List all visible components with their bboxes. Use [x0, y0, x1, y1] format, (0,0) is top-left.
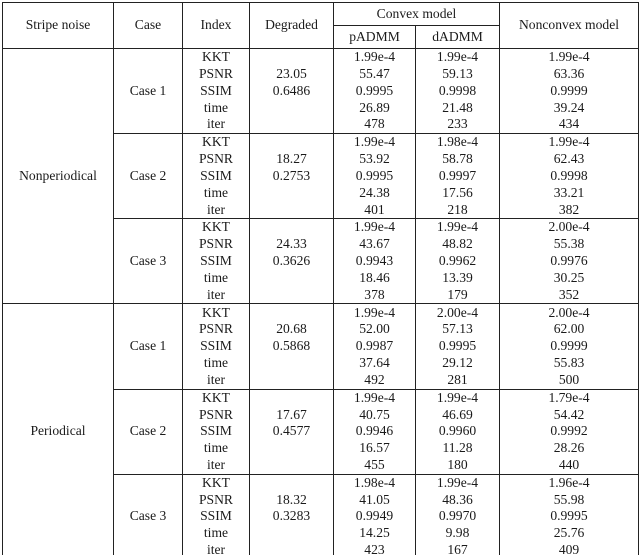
- degraded-value: [250, 134, 334, 151]
- dadmm-value: 0.9995: [416, 338, 500, 355]
- nonconvex-value: 2.00e-4: [500, 304, 639, 321]
- degraded-value: 18.27: [250, 151, 334, 168]
- nonconvex-value: 63.36: [500, 66, 639, 83]
- dadmm-value: 58.78: [416, 151, 500, 168]
- degraded-value: 0.3626: [250, 253, 334, 270]
- index-label: time: [183, 440, 250, 457]
- dadmm-value: 48.36: [416, 492, 500, 509]
- degraded-value: [250, 49, 334, 66]
- dadmm-value: 218: [416, 201, 500, 218]
- nonconvex-value: 39.24: [500, 99, 639, 116]
- padmm-value: 401: [334, 201, 416, 218]
- nonconvex-value: 30.25: [500, 270, 639, 287]
- padmm-value: 1.99e-4: [334, 134, 416, 151]
- degraded-value: 0.6486: [250, 83, 334, 100]
- nonconvex-value: 0.9999: [500, 338, 639, 355]
- case-label: Case 3: [114, 474, 183, 555]
- padmm-value: 1.99e-4: [334, 389, 416, 406]
- dadmm-value: 21.48: [416, 99, 500, 116]
- padmm-value: 1.99e-4: [334, 219, 416, 236]
- nonconvex-value: 25.76: [500, 525, 639, 542]
- degraded-value: 23.05: [250, 66, 334, 83]
- dadmm-value: 59.13: [416, 66, 500, 83]
- padmm-value: 1.98e-4: [334, 474, 416, 491]
- nonconvex-value: 1.99e-4: [500, 134, 639, 151]
- degraded-value: 0.5868: [250, 338, 334, 355]
- degraded-value: [250, 372, 334, 389]
- degraded-value: [250, 99, 334, 116]
- dadmm-value: 48.82: [416, 236, 500, 253]
- degraded-value: [250, 440, 334, 457]
- case-label: Case 1: [114, 304, 183, 389]
- nonconvex-value: 1.96e-4: [500, 474, 639, 491]
- header-index: Index: [183, 3, 250, 49]
- padmm-value: 0.9987: [334, 338, 416, 355]
- index-label: iter: [183, 372, 250, 389]
- padmm-value: 14.25: [334, 525, 416, 542]
- index-label: KKT: [183, 304, 250, 321]
- dadmm-value: 11.28: [416, 440, 500, 457]
- dadmm-value: 57.13: [416, 321, 500, 338]
- degraded-value: [250, 389, 334, 406]
- dadmm-value: 281: [416, 372, 500, 389]
- dadmm-value: 179: [416, 287, 500, 304]
- degraded-value: 17.67: [250, 406, 334, 423]
- index-label: KKT: [183, 49, 250, 66]
- dadmm-value: 1.99e-4: [416, 219, 500, 236]
- nonconvex-value: 352: [500, 287, 639, 304]
- dadmm-value: 0.9997: [416, 168, 500, 185]
- padmm-value: 378: [334, 287, 416, 304]
- dadmm-value: 46.69: [416, 406, 500, 423]
- index-label: SSIM: [183, 508, 250, 525]
- index-label: KKT: [183, 134, 250, 151]
- case-label: Case 1: [114, 49, 183, 134]
- index-label: time: [183, 355, 250, 372]
- header-nonconvex-model: Nonconvex model: [500, 3, 639, 49]
- header-stripe-noise: Stripe noise: [3, 3, 114, 49]
- table-row: [3, 304, 639, 321]
- padmm-value: 53.92: [334, 151, 416, 168]
- nonconvex-value: 0.9992: [500, 423, 639, 440]
- padmm-value: 0.9995: [334, 168, 416, 185]
- padmm-value: 0.9949: [334, 508, 416, 525]
- index-label: time: [183, 185, 250, 202]
- index-label: PSNR: [183, 151, 250, 168]
- padmm-value: 1.99e-4: [334, 49, 416, 66]
- header-degraded: Degraded: [250, 3, 334, 49]
- padmm-value: 40.75: [334, 406, 416, 423]
- nonconvex-value: 55.38: [500, 236, 639, 253]
- index-label: iter: [183, 116, 250, 133]
- dadmm-value: 0.9960: [416, 423, 500, 440]
- nonconvex-value: 434: [500, 116, 639, 133]
- index-label: PSNR: [183, 66, 250, 83]
- index-label: iter: [183, 542, 250, 555]
- degraded-value: [250, 474, 334, 491]
- degraded-value: [250, 287, 334, 304]
- dadmm-value: 0.9998: [416, 83, 500, 100]
- index-label: PSNR: [183, 321, 250, 338]
- nonconvex-value: 2.00e-4: [500, 219, 639, 236]
- nonconvex-value: 382: [500, 201, 639, 218]
- dadmm-value: 13.39: [416, 270, 500, 287]
- padmm-value: 0.9943: [334, 253, 416, 270]
- degraded-value: 0.3283: [250, 508, 334, 525]
- dadmm-value: 1.99e-4: [416, 389, 500, 406]
- padmm-value: 492: [334, 372, 416, 389]
- nonconvex-value: 62.43: [500, 151, 639, 168]
- nonconvex-value: 54.42: [500, 406, 639, 423]
- padmm-value: 423: [334, 542, 416, 555]
- nonconvex-value: 1.99e-4: [500, 49, 639, 66]
- index-label: iter: [183, 201, 250, 218]
- nonconvex-value: 55.98: [500, 492, 639, 509]
- index-label: time: [183, 99, 250, 116]
- degraded-value: [250, 116, 334, 133]
- degraded-value: [250, 457, 334, 474]
- case-label: Case 2: [114, 134, 183, 219]
- dadmm-value: 2.00e-4: [416, 304, 500, 321]
- padmm-value: 55.47: [334, 66, 416, 83]
- index-label: PSNR: [183, 406, 250, 423]
- nonconvex-value: 500: [500, 372, 639, 389]
- nonconvex-value: 55.83: [500, 355, 639, 372]
- padmm-value: 16.57: [334, 440, 416, 457]
- index-label: KKT: [183, 474, 250, 491]
- degraded-value: 0.4577: [250, 423, 334, 440]
- padmm-value: 0.9946: [334, 423, 416, 440]
- degraded-value: [250, 270, 334, 287]
- table-body: [3, 49, 639, 555]
- dadmm-value: 1.99e-4: [416, 474, 500, 491]
- header-row-1: [3, 3, 639, 26]
- degraded-value: 24.33: [250, 236, 334, 253]
- padmm-value: 478: [334, 116, 416, 133]
- dadmm-value: 9.98: [416, 525, 500, 542]
- index-label: SSIM: [183, 83, 250, 100]
- table-header: [3, 3, 639, 49]
- nonconvex-value: 1.79e-4: [500, 389, 639, 406]
- nonconvex-value: 0.9995: [500, 508, 639, 525]
- index-label: iter: [183, 287, 250, 304]
- degraded-value: 0.2753: [250, 168, 334, 185]
- degraded-value: 18.32: [250, 492, 334, 509]
- degraded-value: [250, 219, 334, 236]
- degraded-value: [250, 185, 334, 202]
- padmm-value: 0.9995: [334, 83, 416, 100]
- nonconvex-value: 62.00: [500, 321, 639, 338]
- nonconvex-value: 28.26: [500, 440, 639, 457]
- padmm-value: 1.99e-4: [334, 304, 416, 321]
- dadmm-value: 180: [416, 457, 500, 474]
- degraded-value: [250, 304, 334, 321]
- dadmm-value: 0.9970: [416, 508, 500, 525]
- table-row: [3, 49, 639, 66]
- index-label: PSNR: [183, 236, 250, 253]
- index-label: PSNR: [183, 492, 250, 509]
- dadmm-value: 17.56: [416, 185, 500, 202]
- index-label: time: [183, 525, 250, 542]
- nonconvex-value: 0.9998: [500, 168, 639, 185]
- results-table: [2, 2, 639, 555]
- dadmm-value: 167: [416, 542, 500, 555]
- index-label: KKT: [183, 389, 250, 406]
- header-convex-model: Convex model: [334, 3, 500, 26]
- dadmm-value: 233: [416, 116, 500, 133]
- header-dadmm: dADMM: [416, 26, 500, 49]
- index-label: SSIM: [183, 338, 250, 355]
- padmm-value: 52.00: [334, 321, 416, 338]
- padmm-value: 24.38: [334, 185, 416, 202]
- padmm-value: 26.89: [334, 99, 416, 116]
- index-label: SSIM: [183, 168, 250, 185]
- nonconvex-value: 409: [500, 542, 639, 555]
- nonconvex-value: 0.9999: [500, 83, 639, 100]
- dadmm-value: 1.98e-4: [416, 134, 500, 151]
- dadmm-value: 29.12: [416, 355, 500, 372]
- padmm-value: 41.05: [334, 492, 416, 509]
- case-label: Case 2: [114, 389, 183, 474]
- degraded-value: [250, 542, 334, 555]
- index-label: iter: [183, 457, 250, 474]
- degraded-value: [250, 355, 334, 372]
- nonconvex-value: 33.21: [500, 185, 639, 202]
- degraded-value: [250, 525, 334, 542]
- index-label: SSIM: [183, 253, 250, 270]
- padmm-value: 455: [334, 457, 416, 474]
- case-label: Case 3: [114, 219, 183, 304]
- nonconvex-value: 440: [500, 457, 639, 474]
- section-label: Periodical: [3, 304, 114, 555]
- header-padmm: pADMM: [334, 26, 416, 49]
- padmm-value: 43.67: [334, 236, 416, 253]
- dadmm-value: 0.9962: [416, 253, 500, 270]
- section-label: Nonperiodical: [3, 49, 114, 304]
- degraded-value: [250, 201, 334, 218]
- padmm-value: 18.46: [334, 270, 416, 287]
- padmm-value: 37.64: [334, 355, 416, 372]
- nonconvex-value: 0.9976: [500, 253, 639, 270]
- dadmm-value: 1.99e-4: [416, 49, 500, 66]
- index-label: time: [183, 270, 250, 287]
- index-label: SSIM: [183, 423, 250, 440]
- degraded-value: 20.68: [250, 321, 334, 338]
- header-case: Case: [114, 3, 183, 49]
- index-label: KKT: [183, 219, 250, 236]
